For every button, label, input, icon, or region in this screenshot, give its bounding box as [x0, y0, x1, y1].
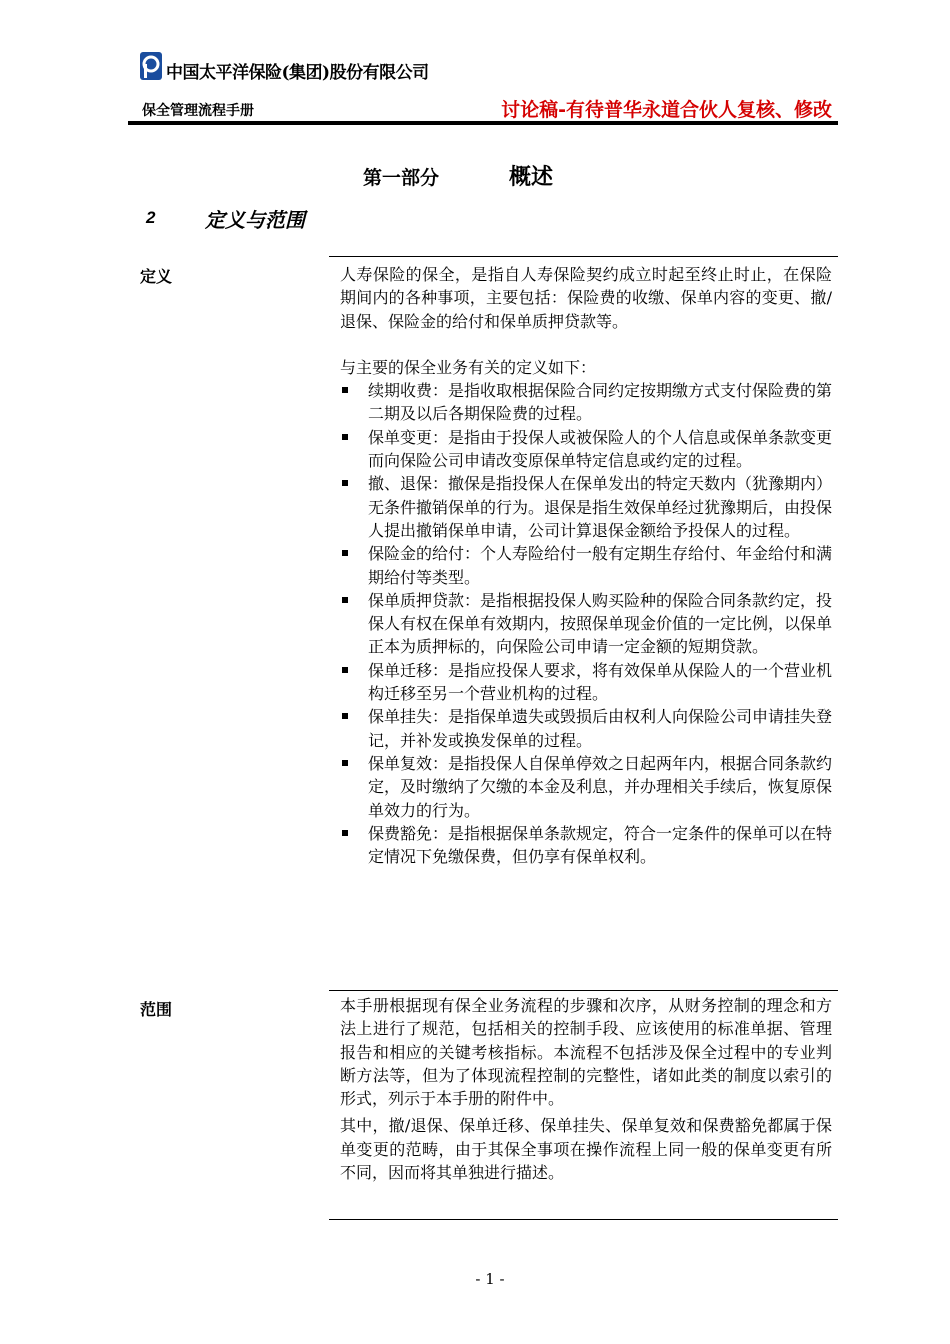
- header-divider: [128, 121, 838, 125]
- company-logo-icon: [140, 52, 162, 80]
- list-item: 撤、退保：撤保是指投保人在保单发出的特定天数内（犹豫期内）无条件撤销保单的行为。退保是指生效保单经过犹豫期后，由投保人提出撤销保单申请，公司计算退保金额给予投保人的过程。: [340, 472, 832, 542]
- definition-label: 定义: [140, 267, 173, 286]
- definition-list: [340, 379, 832, 868]
- scope-paragraph-1: 本手册根据现有保全业务流程的步骤和次序，从财务控制的理念和方法上进行了规范，包括相关的控制手段、应该使用的标准单据、管理报告和相应的关键考核指标。本流程不包括涉及保全过程中的专业判断方法等，但为了体现流程控制的完整性，诸如此类的制度以索引的形式，列示于本手册的附件中。: [340, 996, 832, 1109]
- draft-note: 讨论稿-有待普华永道合伙人复核、修改: [501, 99, 832, 121]
- scope-label: 范围: [140, 1000, 173, 1019]
- company-name: 中国太平洋保险(集团)股份有限公司: [166, 63, 429, 83]
- section-title: 定义与范围: [205, 208, 305, 232]
- bullet-icon: [342, 830, 348, 836]
- bullet-icon: [342, 597, 348, 603]
- list-item: 保单变更：是指由于投保人或被保险人的个人信息或保单条款变更而向保险公司申请改变原保单特定信息或约定的过程。: [340, 426, 832, 473]
- part-label: 第一部分: [363, 167, 440, 189]
- list-item: 保单复效：是指投保人自保单停效之日起两年内，根据合同条款约定，及时缴纳了欠缴的本金及利息，并办理相关手续后，恢复原保单效力的行为。: [340, 752, 832, 822]
- bullet-icon: [342, 760, 348, 766]
- bullet-icon: [342, 387, 348, 393]
- part-title: 概述: [509, 165, 554, 190]
- list-item: 保险金的给付：个人寿险给付一般有定期生存给付、年金给付和满期给付等类型。: [340, 542, 832, 589]
- bullet-icon: [342, 713, 348, 719]
- page-number: - 1 -: [475, 1270, 505, 1288]
- definition-intro: 人寿保险的保全，是指自人寿保险契约成立时起至终止时止，在保险期间内的各种事项，主要包括：保险费的收缴、保单内容的变更、撤/退保、保险金的给付和保单质押贷款等。: [340, 265, 832, 331]
- scope-paragraph-2: 其中，撤/退保、保单迁移、保单挂失、保单复效和保费豁免都属于保单变更的范畴，由于其保全事项在操作流程上同一般的保单变更有所不同，因而将其单独进行描述。: [340, 1116, 832, 1183]
- part-heading: [363, 160, 553, 191]
- section-number: 2: [146, 208, 156, 227]
- list-item: 续期收费：是指收取根据保险合同约定按期缴方式支付保险费的第二期及以后各期保险费的过程。: [340, 379, 832, 426]
- definition-top-rule: [329, 256, 838, 257]
- list-item: 保费豁免：是指根据保单条款规定，符合一定条件的保单可以在特定情况下免缴保费，但仍享有保单权利。: [340, 822, 832, 869]
- bullet-icon: [342, 667, 348, 673]
- list-item: 保单挂失：是指保单遗失或毁损后由权利人向保险公司申请挂失登记，并补发或换发保单的过程。: [340, 705, 832, 752]
- company-logo: [140, 50, 429, 86]
- manual-title: 保全管理流程手册: [142, 103, 254, 119]
- scope-bottom-rule: [329, 1219, 838, 1220]
- list-item: 保单迁移：是指应投保人要求，将有效保单从保险人的一个营业机构迁移至另一个营业机构的过程。: [340, 659, 832, 706]
- bullet-icon: [342, 480, 348, 486]
- list-item: 保单质押贷款：是指根据投保人购买险种的保险合同条款约定，投保人有权在保单有效期内，按照保单现金价值的一定比例，以保单正本为质押标的，向保险公司申请一定金额的短期贷款。: [340, 589, 832, 659]
- definition-body: [340, 263, 832, 868]
- scope-body: [340, 994, 832, 1184]
- definition-lead: 与主要的保全业务有关的定义如下：: [340, 357, 597, 377]
- bullet-icon: [342, 550, 348, 556]
- bullet-icon: [342, 434, 348, 440]
- scope-top-rule: [329, 990, 838, 991]
